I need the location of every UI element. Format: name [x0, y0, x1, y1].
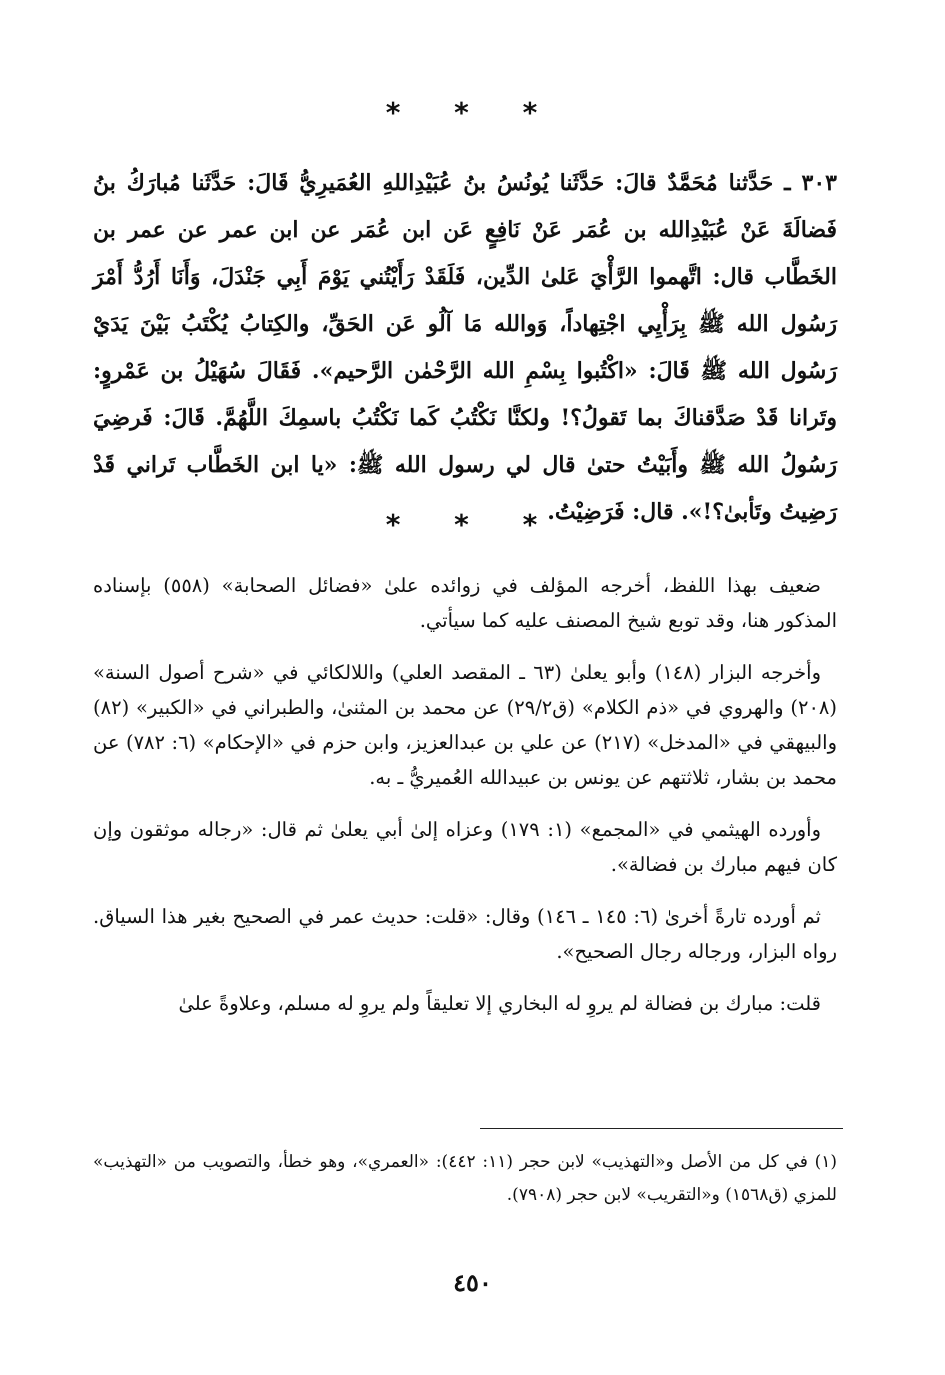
footnote-divider [480, 1128, 843, 1129]
hadith-body: ـ حَدَّثنا مُحَمَّدٌ قالَ: حَدَّثَنا يُونُسُ بنُ عُبَيْدِاللهِ العُمَيرِيُّ قَالَ: حَدَّثَنا مُبارَكُ بنُ فَضالَةَ عَنْ عُبَيْدِالله بن عُمَر عَنْ نَافِعٍ عَن ابن عُمَر عن ابن عمر عن عمر بن الخَطَّاب قال: اتَّهموا الرَّأْيَ عَلىٰ الدِّين، فَلَقَدْ رَأَيْتُني يَوْمَ أَبِي جَنْدَلَ، وَأَنَا أَرُدُّ أَمْرَ رَسُول الله ﷺ بِرَأْيِي اجْتِهاداً، وَوالله مَا آلُو عَن الحَقِّ، والكِتابُ يُكْتَبُ بَيْنَ يَدَيْ رَسُول الله ﷺ قَالَ: «اكْتُبوا بِسْمِ الله الرَّحْمٰن الرَّحيم». فَقَالَ سُهَيْلُ بن عَمْروٍ: وتَرانا قَدْ صَدَّقناكَ بما تَقولُ؟! ولكنَّا نَكْتُبُ كَما نَكْتُبُ باسمِكَ اللَّهُمَّ. قَالَ: فَرضِيَ رَسُولُ الله ﷺ وأَبَيْتُ حتىٰ قال لي رسول الله ﷺ: «يا ابن الخَطَّاب تَراني قَدْ رَضِيتُ وتَأبىٰ؟!». قال: فَرَضِيْتُ. [93, 170, 838, 525]
commentary-paragraph: ثم أورده تارةً أخرىٰ (٦: ١٤٥ ـ ١٤٦) وقال: «قلت: حديث عمر في الصحيح بغير هذا السياق. رواه البزار، ورجاله رجال الصحيح». [93, 905, 837, 963]
commentary-paragraph: وأورده الهيثمي في «المجمع» (١: ١٧٩) وعزاه إلىٰ أبي يعلىٰ ثم قال: «رجاله موثقون وإن كان فيهم مبارك بن فضالة». [93, 818, 837, 876]
hadith-number: ٣٠٣ [801, 170, 837, 196]
commentary-paragraph: قلت: مبارك بن فضالة لم يروِ له البخاري إلا تعليقاً ولم يروِ له مسلم، وعلاوةً علىٰ [178, 992, 821, 1015]
commentary-block [93, 568, 837, 1038]
hadith-text-block [93, 160, 837, 536]
footnote: (١) في كل من الأصل و«التهذيب» لابن حجر (١١: ٤٤٢): «العمري»، وهو خطأ، والتصويب من «التهذيب» للمزي (ق١٥٦٨) و«التقريب» لابن حجر (٧٩٠٨). [93, 1152, 837, 1205]
commentary-paragraph: ضعيف بهذا اللفظ، أخرجه المؤلف في زوائده علىٰ «فضائل الصحابة» (٥٥٨) بإسناده المذكور هنا، وقد توبع شيخ المصنف عليه كما سيأتي. [93, 574, 837, 632]
section-separator-middle: * * * [385, 508, 560, 541]
section-separator-top: * * * [385, 96, 560, 129]
page-number: ٤٥٠ [453, 1268, 492, 1297]
commentary-paragraph: وأخرجه البزار (١٤٨) وأبو يعلىٰ (٦٣ ـ المقصد العلي) واللالكائي في «شرح أصول السنة» (٢٠٨) والهروي في «ذم الكلام» (ق٢٩/٢) عن محمد بن المثنىٰ، والطبراني في «الكبير» (٨٢) والبيهقي في «المدخل» (٢١٧) عن علي بن عبدالعزيز، وابن حزم في «الإحكام» (٦: ٧٨٢) عن محمد بن بشار، ثلاثتهم عن يونس بن عبيدالله العُميريُّ ـ به. [93, 661, 837, 789]
